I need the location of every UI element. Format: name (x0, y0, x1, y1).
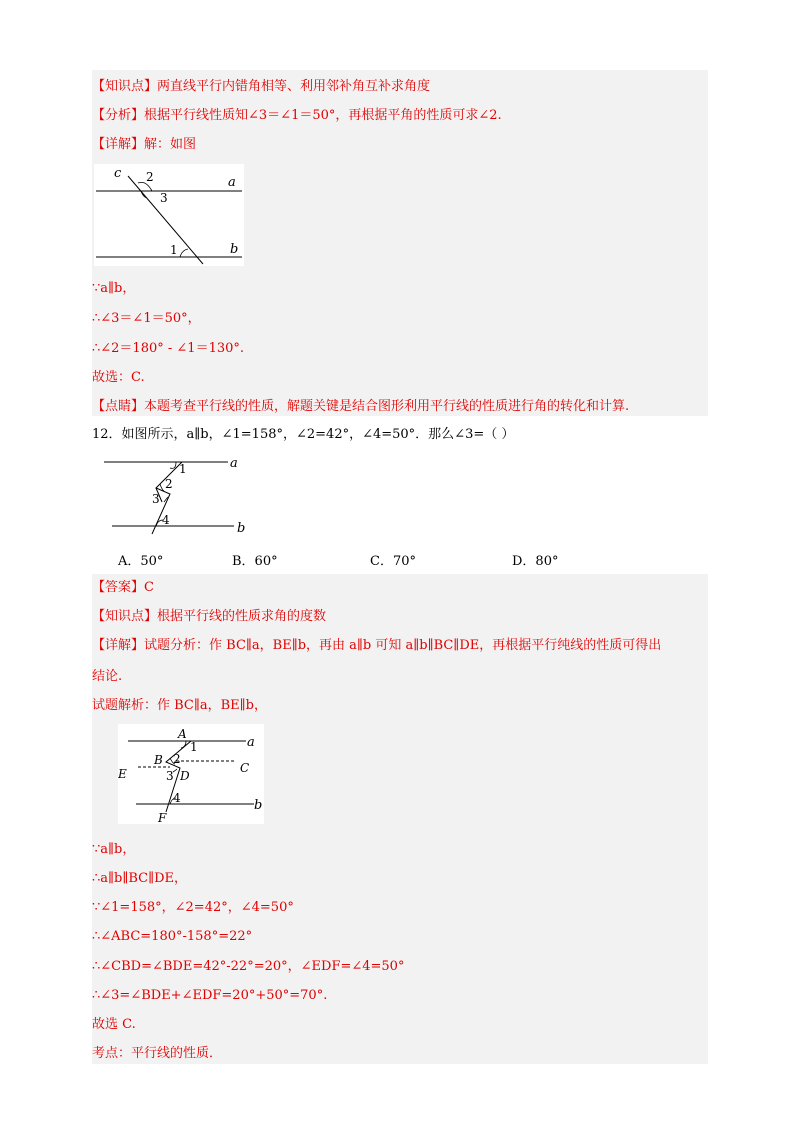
step-line: ∴∠ABC=180°-158°=22° (92, 929, 253, 944)
fig2-label-3: 3 (152, 492, 160, 506)
solution-section-1 (92, 70, 708, 416)
option-a[interactable]: A．50° (118, 554, 164, 569)
fig1-label-a: a (228, 175, 236, 190)
fig3-label-2: 2 (173, 752, 181, 766)
parallel-lines-figure-3 (118, 724, 264, 824)
step-line: ∴∠2＝180° - ∠1＝130°. (92, 341, 245, 356)
step-line: ∴a∥b∥BC∥DE， (92, 871, 188, 886)
fig3-label-A: A (178, 727, 187, 741)
question-text: 12．如图所示，a∥b，∠1=158°，∠2=42°，∠4=50°．那么∠3=（ ） (92, 427, 515, 442)
comment-line (92, 398, 629, 416)
step-line: ∵a∥b， (92, 842, 136, 857)
detail-tag: 【详解】 (92, 638, 145, 653)
analysis-text: 根据平行线性质知∠3＝∠1＝50°，再根据平角的性质可求∠2. (144, 108, 502, 123)
fig3-label-D: D (180, 769, 190, 783)
fig3-label-F: F (158, 811, 167, 824)
analysis-tag: 【分析】 (92, 108, 145, 123)
knowledge-text: 两直线平行内错角相等、利用邻补角互补求角度 (157, 79, 431, 94)
step-line: 故选 C. (92, 1017, 136, 1032)
parallel-lines-figure-2 (104, 454, 254, 538)
detail-tag: 【详解】 (92, 137, 145, 152)
fig2-label-a: a (230, 456, 238, 471)
detail-text: 试题分析：作 BC∥a，BE∥b，再由 a∥b 可知 a∥b∥BC∥DE，再根据平行纯线的性质可得出 (144, 638, 662, 653)
fig3-label-C: C (240, 761, 250, 775)
question-12 (92, 416, 708, 574)
fig2-label-2: 2 (165, 477, 173, 491)
analysis-line (92, 107, 502, 125)
fig2-label-b: b (237, 521, 246, 536)
knowledge-point-line (92, 78, 430, 96)
fig1-label-2: 2 (146, 170, 154, 184)
fig2-label-4: 4 (162, 513, 170, 527)
knowledge-text: 根据平行线的性质求角的度数 (157, 609, 327, 624)
fig1-label-b: b (230, 242, 239, 257)
answer-line (92, 579, 154, 597)
step-line: ∴∠3＝∠1＝50°， (92, 311, 201, 326)
fig1-label-1: 1 (170, 243, 178, 257)
knowledge-point-line (92, 608, 326, 626)
answer-text: C (144, 580, 154, 595)
solution-intro: 试题解析：作 BC∥a，BE∥b， (92, 698, 267, 713)
step-line: ∵a∥b， (92, 281, 136, 296)
step-line: 故选：C. (92, 370, 145, 385)
fig3-label-1: 1 (190, 740, 198, 754)
option-d[interactable]: D．80° (512, 554, 559, 569)
step-line: ∴∠3=∠BDE+∠EDF=20°+50°=70°. (92, 988, 328, 1003)
fig2-label-1: 1 (179, 462, 187, 476)
detail-text-continued: 结论. (92, 669, 123, 684)
solution-section-2 (92, 574, 708, 1064)
step-line: ∵∠1=158°，∠2=42°，∠4=50° (92, 900, 294, 915)
fig3-label-3: 3 (166, 769, 174, 783)
fig1-label-c: c (114, 166, 122, 181)
step-line: ∴∠CBD=∠BDE=42°-22°=20°，∠EDF=∠4=50° (92, 959, 405, 974)
fig1-label-3: 3 (160, 191, 168, 205)
parallel-lines-figure-1 (94, 164, 244, 266)
detail-line (92, 637, 661, 655)
option-b[interactable]: B．60° (232, 554, 278, 569)
knowledge-tag: 【知识点】 (92, 79, 158, 94)
option-c[interactable]: C．70° (370, 554, 416, 569)
comment-tag: 【点睛】 (92, 399, 145, 414)
fig3-label-b: b (254, 798, 263, 813)
answer-tag: 【答案】 (92, 580, 145, 595)
fig3-label-E: E (118, 767, 127, 781)
comment-text: 本题考查平行线的性质，解题关键是结合图形利用平行线的性质进行角的转化和计算. (144, 399, 630, 414)
detail-line (92, 136, 196, 154)
fig3-label-a: a (247, 735, 255, 750)
kaodian-line: 考点：平行线的性质． (92, 1046, 223, 1061)
fig3-label-4: 4 (173, 791, 181, 805)
fig3-label-B: B (154, 753, 163, 767)
detail-text: 解：如图 (144, 137, 197, 152)
knowledge-tag: 【知识点】 (92, 609, 158, 624)
